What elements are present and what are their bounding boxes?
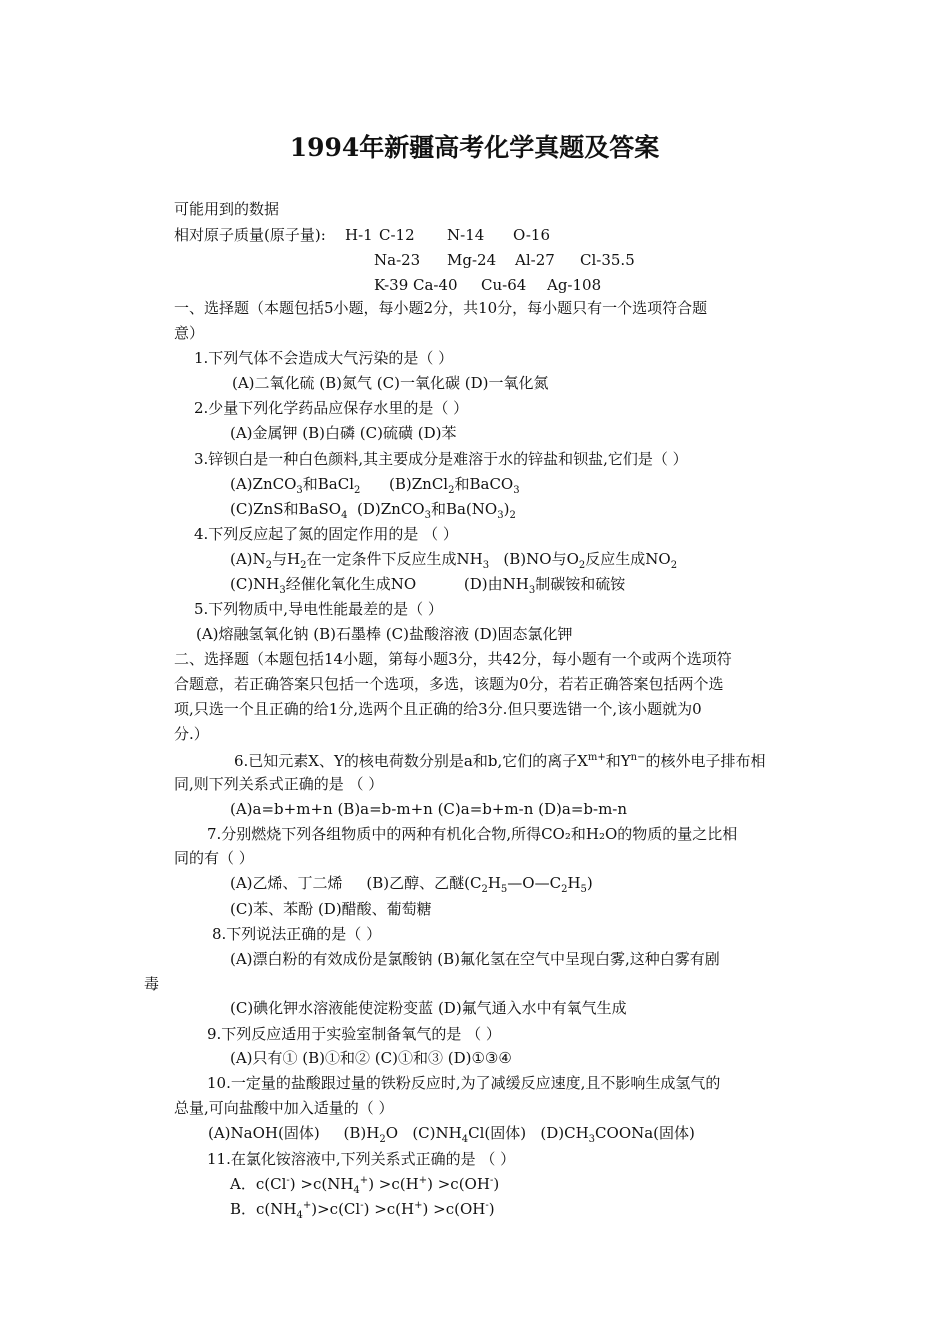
q5-options: (A)熔融氢氧化钠 (B)石墨棒 (C)盐酸溶液 (D)固态氯化钾 [196, 625, 573, 643]
mass-ag: Ag-108 [547, 276, 602, 294]
mass-h: H-1 [345, 226, 373, 244]
q3-options-line2: (C)ZnS和BaSO$_4$ (D)ZnCO$_3$和$Ba(NO_3)_2$ [230, 500, 516, 521]
q10-options: (A)NaOH(固体) $(B)H_2O$ $(C)NH_4Cl$(固体) $(D)CH_3COONa$(固体) [208, 1124, 695, 1145]
document-title: 1994年新疆高考化学真题及答案 [289, 133, 660, 162]
q8-options-line1: (A)漂白粉的有效成份是氯酸钠 (B)氟化氢在空气中呈现白雾,这种白雾有剧 [230, 950, 720, 968]
mass-o: O-16 [513, 226, 551, 244]
q6-stem-line1: 6.已知元素X、Y的核电荷数分别是a和b,它们的离子$X^{m+}$和$Y^{n-}$的核外电子排布相 [234, 752, 766, 770]
section2-line3: 项,只选一个且正确的给1分,选两个且正确的给3分.但只要选错一个,该小题就为0 [174, 700, 702, 718]
q7-stem-line2: 同的有（ ） [174, 849, 254, 867]
section2-line1: 二、选择题（本题包括14小题，第每小题3分，共42分，每小题有一个或两个选项符 [174, 650, 732, 668]
q7-stem-line1: 7.分别燃烧下列各组物质中的两种有机化合物,所得CO₂和H₂O的物质的量之比相 [207, 825, 738, 843]
q10-stem-line2: 总量,可向盐酸中加入适量的（ ） [174, 1099, 394, 1117]
q7-options-line2: (C)苯、苯酚 (D)醋酸、葡萄糖 [230, 900, 432, 918]
mass-n: N-14 [447, 226, 485, 244]
q5-stem: 5.下列物质中,导电性能最差的是（ ） [194, 600, 443, 618]
section2-line2: 合题意，若正确答案只包括一个选项，多选，该题为0分，若若正确答案包括两个选 [174, 675, 724, 693]
q9-options: (A)只有① (B)①和② (C)①和③ (D)①③④ [230, 1049, 512, 1067]
q9-stem: 9.下列反应适用于实验室制备氧气的是 （ ） [207, 1025, 501, 1043]
q8-stem: 8.下列说法正确的是（ ） [212, 925, 382, 943]
q4-options-line1: $(A)N_2$与$H_2$在一定条件下反应生成$NH_3$ (B)NO与$O_2$反应生成$NO_2$ [230, 550, 678, 571]
q1-options: (A)二氧化硫 (B)氮气 (C)一氧化碳 (D)一氧化氮 [232, 374, 549, 392]
q11-stem: 11.在氯化铵溶液中,下列关系式正确的是 （ ） [207, 1150, 516, 1168]
q11-option-b: B．$c(NH_4^+)>c(Cl^-) >c(H^+) >c(OH^-)$ [230, 1200, 495, 1221]
mass-k: K-39 [374, 276, 409, 294]
q1-stem: 1.下列气体不会造成大气污染的是（ ） [194, 349, 454, 367]
q7-options-line1: (A)乙烯、丁二烯 (B)乙醇、乙醚$(C_2H_5—O—C_2H_5)$ [230, 874, 593, 895]
q3-stem: 3.锌钡白是一种白色颜料,其主要成分是难溶于水的锌盐和钡盐,它们是（ ） [194, 450, 688, 468]
section1-line1: 一、选择题（本题包括5小题，每小题2分，共10分，每小题只有一个选项符合题 [174, 299, 708, 317]
q6-options: (A)a=b+m+n (B)a=b-m+n (C)a=b+m-n (D)a=b-m-n [230, 800, 628, 818]
mass-label: 相对原子质量(原子量): [174, 226, 326, 244]
q6-stem-line2: 同,则下列关系式正确的是 （ ） [174, 775, 384, 793]
q4-stem: 4.下列反应起了氮的固定作用的是 （ ） [194, 525, 458, 543]
mass-cu: Cu-64 [481, 276, 527, 294]
q3-options-line1: (A)ZnCO$_3$和BaCl$_2$ (B)ZnCl$_2$和BaCO$_3$ [230, 475, 520, 496]
data-heading: 可能用到的数据 [174, 200, 280, 218]
mass-na: Na-23 [374, 251, 421, 269]
q2-stem: 2.少量下列化学药品应保存水里的是（ ） [194, 399, 469, 417]
q10-stem-line1: 10.一定量的盐酸跟过量的铁粉反应时,为了减缓反应速度,且不影响生成氢气的 [207, 1074, 721, 1092]
section2-line4: 分.） [174, 725, 209, 743]
q8-options-wrap: 毒 [144, 975, 160, 993]
mass-ca: Ca-40 [413, 276, 458, 294]
q11-option-a: A．$c(Cl^-) >c(NH_4^+) >c(H^+) >c(OH^-)$ [230, 1175, 500, 1196]
q8-options-line2: (C)碘化钾水溶液能使淀粉变蓝 (D)氟气通入水中有氧气生成 [230, 999, 627, 1017]
mass-al: Al-27 [515, 251, 555, 269]
mass-c: C-12 [379, 226, 415, 244]
mass-cl: Cl-35.5 [580, 251, 635, 269]
q4-options-line2: $(C)NH_3$经催化氧化生成NO (D)由$NH_3$制碳铵和硫铵 [230, 575, 626, 596]
q2-options: (A)金属钾 (B)白磷 (C)硫磺 (D)苯 [230, 424, 457, 442]
section1-line2: 意） [174, 324, 205, 342]
mass-mg: Mg-24 [447, 251, 497, 269]
